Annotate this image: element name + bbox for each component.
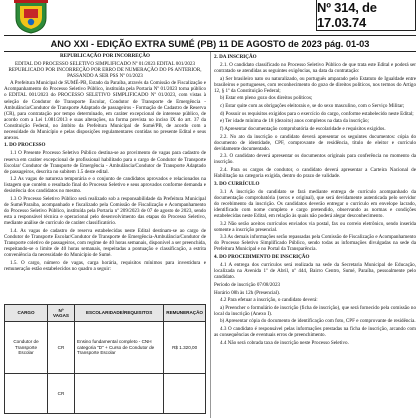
paragraph: 1.2 As vagas de natureza temporária e o conjunto de candidatos aprovados e relacionados na listagem que contém o resultado final do Processo Seletivo e seus aprovados conforme demanda e desistência dos candidatos no mesmo.	[4, 176, 206, 195]
municipal-crest-icon	[10, 0, 52, 34]
edital-intro: EDITAL DO PROCESSO SELETIVO SIMPLIFICADO Nº 01/2023 EDITAL 001/2023 REPUBLICADO POR INCORREÇÃO POR ERRO DE NUMERAÇÃO DO PS ANTERIOR, PASSANDO A SER PSS Nº 01/2023	[8, 60, 202, 79]
registration-hours: Horário 08h às 12h (Presencial).	[214, 289, 281, 296]
section-heading: 2. DA INSCRIÇÃO	[214, 54, 257, 60]
section-heading: 4. DO PROCEDIMENTO DE INSCRIÇÃO	[214, 254, 310, 261]
paragraph: 4.4 Não será cobrada taxa de inscrição neste Processo Seletivo.	[220, 339, 349, 346]
cell-requisitos: Ensino fundamental completo - CNH categoria "D" + Curso de Condutor de Transporte Escolar	[75, 322, 164, 374]
list-item: b) Apresentar cópia do documento de identificação com foto, CPF e comprovante de residência.	[220, 318, 416, 325]
list-item: e) Ter idade mínima de 18 (dezoito) anos completos na data da inscrição;	[220, 118, 369, 125]
table-header: ESCOLARIDADE/REQUISITOS	[75, 305, 164, 322]
cell-remuneracao	[164, 374, 206, 414]
divider-top	[4, 35, 416, 36]
positions-table	[4, 304, 206, 414]
paragraph: 2.3. O candidato deverá apresentar os documentos originais para conferência no momento da inscrição.	[214, 153, 416, 166]
paragraph: 1.5. O cargo, número de vagas, carga horária, requisitos mínimos para investidura e remuneração estão estabelecidos no quadro a seguir:	[4, 259, 206, 272]
right-column	[214, 53, 416, 347]
table-header: REMUNERAÇÃO	[164, 305, 206, 322]
table-row	[5, 374, 206, 414]
paragraph: 4.2 Para efetuar a inscrição, o candidato deverá:	[220, 297, 318, 304]
paragraph: 3.1 A inscrição do candidato se fará mediante entrega de currículo acompanhado da documentação comprobatória (xerox e original), que será devidamente autenticada pelo servidor do recebimento da inscrição. Os candidatos deverão entregar o currículo em envelope lacrado, identificado com nome completo e cargo pretendido, observando as normas e condições estabelecidas neste Edital, em relação às quais não poderá alegar desconhecimento.	[214, 188, 416, 220]
paragraph: 4.1 A entrega dos currículos será realizada na sede da Secretaria Municipal de Educação, localizada na Avenida 1º de Abril, nº 444, Bairro Centro, Sumé, Paraíba, pessoalmente pelo candidato.	[214, 262, 416, 281]
edition-line: ANO XXI - EDIÇÃO EXTRA SUMÉ (PB) 11 DE AGOSTO de 2023 pág. 01-03	[50, 39, 370, 49]
list-item: a) Ser brasileiro nato ou naturalizado, ou português amparado pelo Estatuto de Igualdade entre brasileiros e portugueses, com reconhecimento do gozo de direitos políticos, nos termos do Artigo 12, § 1º da Constituição Federal;	[214, 75, 416, 94]
registration-period: Período de inscrição 07/08/2023	[214, 281, 281, 288]
table-header: CARGO	[5, 305, 48, 322]
list-item: c) Estar quite com as obrigações eleitorais e, se do sexo masculino, com o Serviço Militar;	[220, 103, 405, 110]
paragraph: 2.4. Para os cargos de condutor, o candidato deverá apresentar a Carteira Nacional de Habilitação na categoria exigida, dentro do prazo de validade.	[214, 167, 416, 180]
list-item: f) Apresentar documentação comprobatória de escolaridade e requisitos exigidos.	[220, 126, 386, 133]
paragraph: 4.3 O candidato é responsável pelas informações prestadas na ficha de inscrição, arcando com as consequências de eventuais erros de preenchimento.	[214, 326, 416, 339]
list-item: a) Preencher o formulário de inscrição (ficha de inscrição), que será fornecido pela comissão no local da inscrição (Anexo I).	[214, 304, 416, 317]
cell-requisitos	[75, 374, 164, 414]
section-heading: 3. DO CURRÍCULO	[214, 180, 260, 187]
table-header: Nº VAGAS	[48, 305, 75, 322]
cell-remuneracao: R$ 1.320,00	[164, 322, 206, 374]
cell-cargo: Condutor de Transporte Escolar	[5, 322, 48, 374]
left-column	[4, 53, 206, 273]
republication-heading: REPUBLICAÇÃO POR INCORREÇÃO	[60, 53, 150, 59]
paragraph: 1.3 O Processo Seletivo Público será realizado sob a responsabilidade da Prefeitura Municipal de Sumé/Paraíba, acompanhado e fiscalizado pela Comissão de Fiscalização e Acompanhamento do Processo Seletivo Público, instituída pela Portaria nº 209/2023 de 07 de agosto de 2023, sendo esta a responsável técnica e operacional pelo desenvolvimento das etapas do Processo Seletivo, mediante análise de currículo de caráter classificatório.	[4, 196, 206, 227]
table-row	[5, 322, 206, 374]
law-number: Nº 314, de 17.03.74	[316, 0, 416, 31]
cell-cargo	[5, 374, 48, 414]
list-item: b) Estar em pleno gozo dos direitos políticos;	[220, 95, 313, 102]
cell-vagas: CR	[48, 374, 75, 414]
paragraph: A Prefeitura Municipal de SUMÉ-PB, Estado da Paraíba, através da Comissão de Fiscalização e Acompanhamento do Processo Seletivo Público, instituída pela Portaria Nº 01/2023 torna público o EDITAL 001/2023 do PROCESSO SELETIVO SIMPLIFICADO Nº 01/2023, com vistas à seleção de Condutor de Transporte Escolar, Condutor de Transporte de Emergência - Ambulância/Condutor de Transporte Adaptado de passageiros - Formação de Cadastro de Reserva (CR), para contratação por tempo determinado, em caráter excepcional de interesse público, de acordo com a Lei 1.081/2013 e suas alterações, na forma prevista no inciso IX do art. 37 da Constituição Federal, no âmbito da Prefeitura Municipal de Sumé/PB, de acordo com a necessidade do Município e pelas disposições regulamentares contidas no presente Edital e seus anexos.	[4, 80, 206, 141]
paragraph: 1.1 O Presente Processo Seletivo Público destina-se ao provimento de vagas para cadastro de reserva em caráter excepcional de profissional habilitado para o cargo de Condutor de Transporte Escolar/ Condutor de Transporte de Emergência - Ambulância/Condutor de Transporte Adaptado de passageiros, descrita no subitem 1.5 deste edital.	[4, 150, 206, 175]
paragraph: 3.3 As demais informações serão repassadas pela Comissão de Fiscalização e Acompanhamento do Processo Seletivo Simplificado Público, sendo todas as informações divulgadas na sede da Prefeitura Municipal e no Portal da Transparência.	[214, 234, 416, 253]
column-divider	[210, 52, 211, 418]
section-heading: 1. DO PROCESSO	[4, 142, 46, 149]
cell-vagas: CR	[48, 322, 75, 374]
paragraph: 3.2 Não serão aceitos currículos enviados via postal, fax ou correio eletrônico, sendo inserida somente a inscrição presencial.	[214, 220, 416, 233]
masthead	[0, 0, 420, 34]
list-item: d) Possuir os requisitos exigidos para o exercício do cargo, conforme estabelecido neste Edital;	[220, 110, 414, 117]
paragraph: 1.4. As vagas de cadastro de reserva estabelecidas neste Edital destinam-se ao cargo de Condutor de Transporte Escolar/Condutor de Transporte de Emergência-Ambulância/Condutor de Transporte coletivo de passageiros, com regime de 40 horas semanais, disponível a ser preenchida, respeitando-se o limite de 40 horas semanais, respeitadas a pontuação e classificação, a estrita conveniência da necessidade do Município de Sumé.	[4, 227, 206, 259]
paragraph: 2.2. No ato da inscrição o candidato deverá apresentar os seguintes documentos: cópia do documento de identidade, CPF, comprovante de residência, título de eleitor e currículo devidamente documentado.	[214, 133, 416, 152]
paragraph: 2.1. O candidato classificado no Processo Seletivo Público de que trata este Edital e poderá ser contratado se atendidas as seguintes exigências, na data da contratação:	[214, 62, 416, 75]
